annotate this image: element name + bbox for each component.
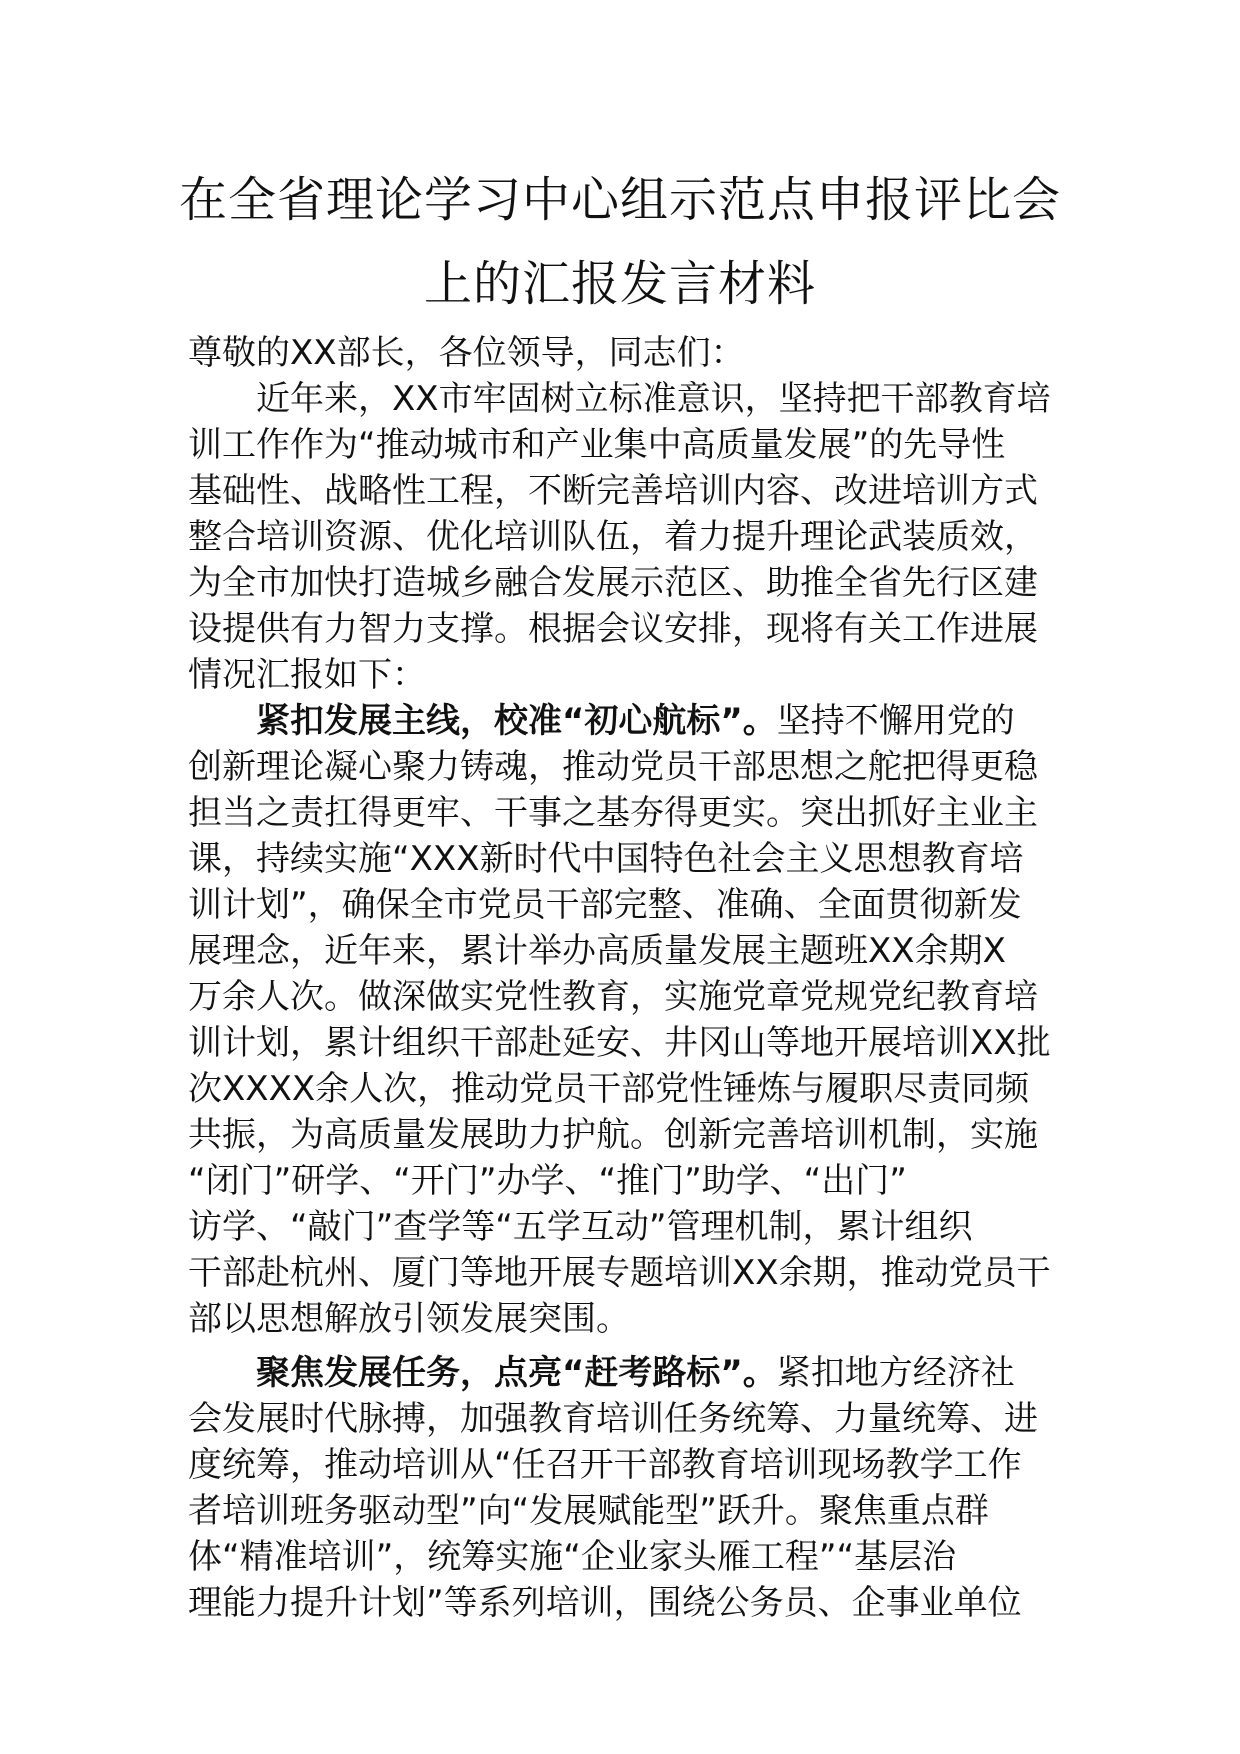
section-2-line: 体“精准培训”，统筹实施“企业家头雁工程”“基层治 xyxy=(188,1537,957,1577)
section-1-line: 课，持续实施“XXX新时代中国特色社会主义思想教育培 xyxy=(188,839,1024,879)
section-1-heading: 紧扣发展主线，校准“初心航标”。 xyxy=(256,701,777,741)
section-1-line: 担当之责扛得更牢、干事之基夯得更实。突出抓好主业主 xyxy=(188,793,1038,833)
section-1-line: 训计划”，确保全市党员干部完整、准确、全面贯彻新发 xyxy=(188,885,1022,925)
document-title-line-1: 在全省理论学习中心组示范点申报评比会 xyxy=(178,172,1061,228)
section-1-line: 干部赴杭州、厦门等地开展专题培训XX余期，推动党员干 xyxy=(188,1253,1051,1293)
section-1-line: 万余人次。做深做实党性教育，实施党章党规党纪教育培 xyxy=(188,977,1038,1017)
section-2-heading: 聚焦发展任务，点亮“赶考路标”。 xyxy=(256,1353,777,1393)
intro-line: 整合培训资源、优化培训队伍，着力提升理论武装质效， xyxy=(188,517,1038,557)
document-title-line-2: 上的汇报发言材料 xyxy=(423,256,816,312)
section-1-first-line-text: 坚持不懈用党的 xyxy=(776,701,1015,741)
section-2-line: 度统筹，推动培训从“任召开干部教育培训现场教学工作 xyxy=(188,1445,1022,1485)
section-2-first-line-text: 紧扣地方经济社 xyxy=(776,1353,1015,1393)
document-body xyxy=(188,330,1060,1626)
intro-line: 设提供有力智力支撑。根据会议安排，现将有关工作进展 xyxy=(188,609,1038,649)
intro-line: 近年来，XX市牢固树立标准意识，坚持把干部教育培 xyxy=(256,379,1051,419)
section-2-line: 者培训班务驱动型”向“发展赋能型”跃升。聚焦重点群 xyxy=(188,1491,989,1531)
intro-line: 训工作作为“推动城市和产业集中高质量发展”的先导性 xyxy=(188,425,1006,465)
intro-line: 情况汇报如下： xyxy=(188,655,426,695)
section-1-line: 次XXXX余人次，推动党员干部党性锤炼与履职尽责同频 xyxy=(188,1069,1030,1109)
section-1-line: 创新理论凝心聚力铸魂，推动党员干部思想之舵把得更稳 xyxy=(188,747,1038,787)
intro-line: 基础性、战略性工程，不断完善培训内容、改进培训方式 xyxy=(188,471,1038,511)
intro-line: 为全市加快打造城乡融合发展示范区、助推全省先行区建 xyxy=(188,563,1038,603)
section-2-line: 会发展时代脉搏，加强教育培训任务统筹、力量统筹、进 xyxy=(188,1399,1038,1439)
section-1-line: 展理念，近年来，累计举办高质量发展主题班XX余期X xyxy=(188,931,1006,971)
section-1-line: “闭门”研学、“开门”办学、“推门”助学、“出门” xyxy=(188,1161,907,1201)
section-1-line: 访学、“敲门”查学等“五学互动”管理机制，累计组织 xyxy=(188,1207,973,1247)
section-2-first-line xyxy=(188,1350,1060,1396)
section-1-line: 训计划，累计组织干部赴延安、井冈山等地开展培训XX批 xyxy=(188,1023,1051,1063)
salutation: 尊敬的XX部长，各位领导，同志们： xyxy=(188,333,745,373)
section-2-line: 理能力提升计划”等系列培训，围绕公务员、企事业单位 xyxy=(188,1583,1022,1623)
section-1-line: 共振，为高质量发展助力护航。创新完善培训机制，实施 xyxy=(188,1115,1038,1155)
section-1-line: 部以思想解放引领发展突围。 xyxy=(188,1299,630,1339)
section-1-first-line xyxy=(188,698,1060,744)
